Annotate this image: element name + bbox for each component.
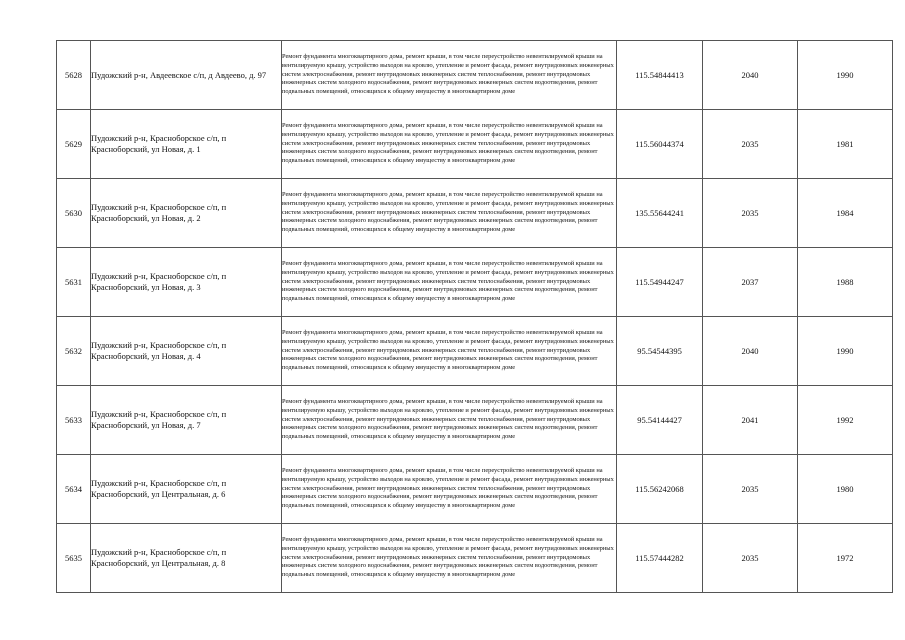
row-built-year: 1981 — [798, 110, 893, 179]
row-planned-year: 2035 — [703, 455, 798, 524]
row-planned-year: 2037 — [703, 248, 798, 317]
row-works-description: Ремонт фундамента многоквартирного дома, ремонт крыши, в том числе переустройство невентилируемой крыши на вентилируемую крышу, устройство выходов на кровлю, утепление и ремонт фасада, ремонт внутридомовых инженерных систем электроснабжения, ремонт внутридомовых инженерных систем теплоснабжения, ремонт внутридомовых инженерных систем холодного водоснабжения, ремонт внутридомовых инженерных систем водоотведения, ремонт подвальных помещений, относящихся к общему имуществу в многоквартирном доме — [282, 317, 617, 386]
row-cost: 115.54944247 — [617, 248, 703, 317]
row-built-year: 1992 — [798, 386, 893, 455]
row-built-year: 1990 — [798, 41, 893, 110]
row-works-description: Ремонт фундамента многоквартирного дома, ремонт крыши, в том числе переустройство невентилируемой крыши на вентилируемую крышу, устройство выходов на кровлю, утепление и ремонт фасада, ремонт внутридомовых инженерных систем электроснабжения, ремонт внутридомовых инженерных систем теплоснабжения, ремонт внутридомовых инженерных систем холодного водоснабжения, ремонт внутридомовых инженерных систем водоотведения, ремонт подвальных помещений, относящихся к общему имуществу в многоквартирном доме — [282, 455, 617, 524]
table-row — [57, 179, 893, 248]
row-built-year: 1980 — [798, 455, 893, 524]
row-planned-year: 2040 — [703, 41, 798, 110]
row-cost: 115.57444282 — [617, 524, 703, 593]
table-row — [57, 455, 893, 524]
row-address: Пудожский р-н, Красноборское с/п, п Красноборский, ул Центральная, д. 8 — [91, 524, 282, 593]
row-number: 5633 — [57, 386, 91, 455]
table-row — [57, 524, 893, 593]
registry-table — [56, 40, 893, 593]
row-planned-year: 2041 — [703, 386, 798, 455]
table-row — [57, 386, 893, 455]
row-planned-year: 2035 — [703, 524, 798, 593]
row-cost: 115.56242068 — [617, 455, 703, 524]
row-built-year: 1990 — [798, 317, 893, 386]
row-number: 5630 — [57, 179, 91, 248]
row-cost: 95.54544395 — [617, 317, 703, 386]
row-built-year: 1988 — [798, 248, 893, 317]
row-cost: 115.56044374 — [617, 110, 703, 179]
table-row — [57, 248, 893, 317]
row-number: 5632 — [57, 317, 91, 386]
row-planned-year: 2035 — [703, 110, 798, 179]
row-address: Пудожский р-н, Красноборское с/п, п Красноборский, ул Новая, д. 2 — [91, 179, 282, 248]
row-cost: 95.54144427 — [617, 386, 703, 455]
row-address: Пудожский р-н, Авдеевское с/п, д Авдеево, д. 97 — [91, 41, 282, 110]
row-address: Пудожский р-н, Красноборское с/п, п Красноборский, ул Новая, д. 1 — [91, 110, 282, 179]
row-number: 5629 — [57, 110, 91, 179]
row-number: 5628 — [57, 41, 91, 110]
row-address: Пудожский р-н, Красноборское с/п, п Красноборский, ул Центральная, д. 6 — [91, 455, 282, 524]
row-works-description: Ремонт фундамента многоквартирного дома, ремонт крыши, в том числе переустройство невентилируемой крыши на вентилируемую крышу, устройство выходов на кровлю, утепление и ремонт фасада, ремонт внутридомовых инженерных систем электроснабжения, ремонт внутридомовых инженерных систем теплоснабжения, ремонт внутридомовых инженерных систем холодного водоснабжения, ремонт внутридомовых инженерных систем водоотведения, ремонт подвальных помещений, относящихся к общему имуществу в многоквартирном доме — [282, 386, 617, 455]
row-number: 5634 — [57, 455, 91, 524]
row-address: Пудожский р-н, Красноборское с/п, п Красноборский, ул Новая, д. 7 — [91, 386, 282, 455]
row-cost: 115.54844413 — [617, 41, 703, 110]
row-works-description: Ремонт фундамента многоквартирного дома, ремонт крыши, в том числе переустройство невентилируемой крыши на вентилируемую крышу, устройство выходов на кровлю, утепление и ремонт фасада, ремонт внутридомовых инженерных систем электроснабжения, ремонт внутридомовых инженерных систем теплоснабжения, ремонт внутридомовых инженерных систем холодного водоснабжения, ремонт внутридомовых инженерных систем водоотведения, ремонт подвальных помещений, относящихся к общему имуществу в многоквартирном доме — [282, 248, 617, 317]
row-address: Пудожский р-н, Красноборское с/п, п Красноборский, ул Новая, д. 3 — [91, 248, 282, 317]
row-works-description: Ремонт фундамента многоквартирного дома, ремонт крыши, в том числе переустройство невентилируемой крыши на вентилируемую крышу, устройство выходов на кровлю, утепление и ремонт фасада, ремонт внутридомовых инженерных систем электроснабжения, ремонт внутридомовых инженерных систем теплоснабжения, ремонт внутридомовых инженерных систем холодного водоснабжения, ремонт внутридомовых инженерных систем водоотведения, ремонт подвальных помещений, относящихся к общему имуществу в многоквартирном доме — [282, 41, 617, 110]
row-built-year: 1972 — [798, 524, 893, 593]
row-works-description: Ремонт фундамента многоквартирного дома, ремонт крыши, в том числе переустройство невентилируемой крыши на вентилируемую крышу, устройство выходов на кровлю, утепление и ремонт фасада, ремонт внутридомовых инженерных систем электроснабжения, ремонт внутридомовых инженерных систем теплоснабжения, ремонт внутридомовых инженерных систем холодного водоснабжения, ремонт внутридомовых инженерных систем водоотведения, ремонт подвальных помещений, относящихся к общему имуществу в многоквартирном доме — [282, 524, 617, 593]
table-row — [57, 110, 893, 179]
registry-page — [56, 40, 893, 593]
row-cost: 135.55644241 — [617, 179, 703, 248]
row-built-year: 1984 — [798, 179, 893, 248]
row-address: Пудожский р-н, Красноборское с/п, п Красноборский, ул Новая, д. 4 — [91, 317, 282, 386]
table-row — [57, 41, 893, 110]
row-number: 5631 — [57, 248, 91, 317]
table-row — [57, 317, 893, 386]
row-number: 5635 — [57, 524, 91, 593]
row-planned-year: 2035 — [703, 179, 798, 248]
row-planned-year: 2040 — [703, 317, 798, 386]
row-works-description: Ремонт фундамента многоквартирного дома, ремонт крыши, в том числе переустройство невентилируемой крыши на вентилируемую крышу, устройство выходов на кровлю, утепление и ремонт фасада, ремонт внутридомовых инженерных систем электроснабжения, ремонт внутридомовых инженерных систем теплоснабжения, ремонт внутридомовых инженерных систем холодного водоснабжения, ремонт внутридомовых инженерных систем водоотведения, ремонт подвальных помещений, относящихся к общему имуществу в многоквартирном доме — [282, 179, 617, 248]
row-works-description: Ремонт фундамента многоквартирного дома, ремонт крыши, в том числе переустройство невентилируемой крыши на вентилируемую крышу, устройство выходов на кровлю, утепление и ремонт фасада, ремонт внутридомовых инженерных систем электроснабжения, ремонт внутридомовых инженерных систем теплоснабжения, ремонт внутридомовых инженерных систем холодного водоснабжения, ремонт внутридомовых инженерных систем водоотведения, ремонт подвальных помещений, относящихся к общему имуществу в многоквартирном доме — [282, 110, 617, 179]
